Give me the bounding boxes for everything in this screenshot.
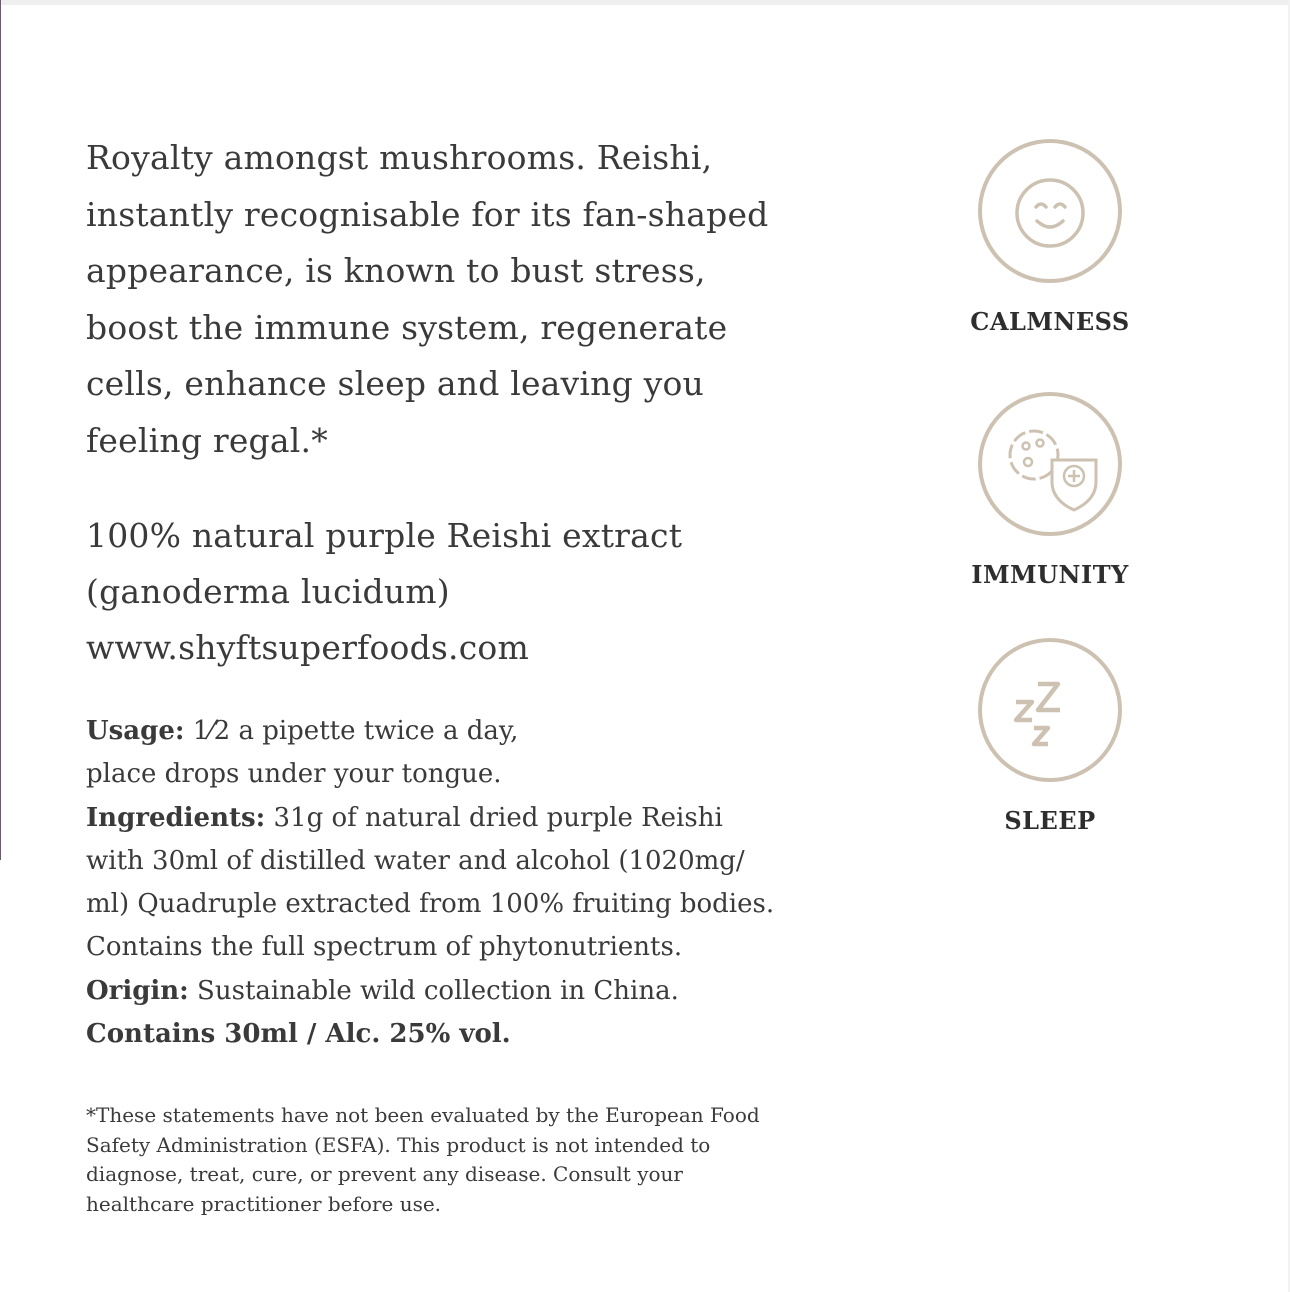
intro-line: Royalty amongst mushrooms. Reishi, <box>86 138 713 177</box>
benefit-label: CALMNESS <box>970 307 1130 336</box>
disclaimer-line: *These statements have not been evaluated by the European Food <box>86 1103 760 1127</box>
ingredients-text-cont: with 30ml of distilled water and alcohol (1020mg/ <box>86 845 745 876</box>
contains-row <box>86 1013 916 1056</box>
disclaimer <box>86 1101 846 1219</box>
intro-line: appearance, is known to bust stress, <box>86 251 706 290</box>
smiley-face-icon <box>976 137 1124 285</box>
usage-text-cont: place drops under your tongue. <box>86 759 502 790</box>
origin-row <box>86 970 916 1013</box>
top-border <box>0 0 1290 5</box>
extract-description: 100% natural purple Reishi extract <box>86 516 683 555</box>
usage-text: 1⁄2 a pipette twice a day, <box>184 716 519 746</box>
ingredients-text-cont: Contains the full spectrum of phytonutrients. <box>86 932 683 963</box>
ingredients-text: 31g of natural dried purple Reishi <box>265 802 723 833</box>
zzz-sleep-icon <box>976 636 1124 784</box>
extract-latin-name: (ganoderma lucidum) <box>86 572 450 611</box>
intro-line: boost the immune system, regenerate <box>86 307 728 347</box>
origin-text: Sustainable wild collection in China. <box>188 975 679 1006</box>
virus-shield-icon <box>976 390 1124 538</box>
intro-line: cells, enhance sleep and leaving you <box>86 364 704 403</box>
ingredients-label: Ingredients: <box>86 802 266 833</box>
usage-row <box>86 710 916 753</box>
origin-label: Origin: <box>86 975 189 1006</box>
intro-line: instantly recognisable for its fan-shaped <box>86 194 769 234</box>
ingredients-row <box>86 797 916 840</box>
left-edge-line <box>0 0 1 860</box>
usage-label: Usage: <box>86 716 185 746</box>
disclaimer-line: Safety Administration (ESFA). This product is not intended to <box>86 1132 711 1157</box>
benefit-label: IMMUNITY <box>971 560 1129 589</box>
disclaimer-line: diagnose, treat, cure, or prevent any disease. Consult your <box>86 1162 683 1186</box>
contains-text: Contains 30ml / Alc. 25% vol. <box>86 1019 511 1050</box>
website-link[interactable]: www.shyftsuperfoods.com <box>86 628 529 667</box>
intro-line: feeling regal.* <box>86 420 328 460</box>
extract-block <box>86 508 906 676</box>
benefit-calmness <box>960 137 1140 336</box>
product-details <box>86 710 916 1056</box>
benefit-sleep <box>960 636 1140 835</box>
benefit-immunity <box>960 390 1140 589</box>
intro-paragraph <box>86 130 906 469</box>
benefit-label: SLEEP <box>1004 806 1096 835</box>
disclaimer-line: healthcare practitioner before use. <box>86 1191 442 1216</box>
ingredients-text-cont: ml) Quadruple extracted from 100% fruiting bodies. <box>86 889 775 920</box>
